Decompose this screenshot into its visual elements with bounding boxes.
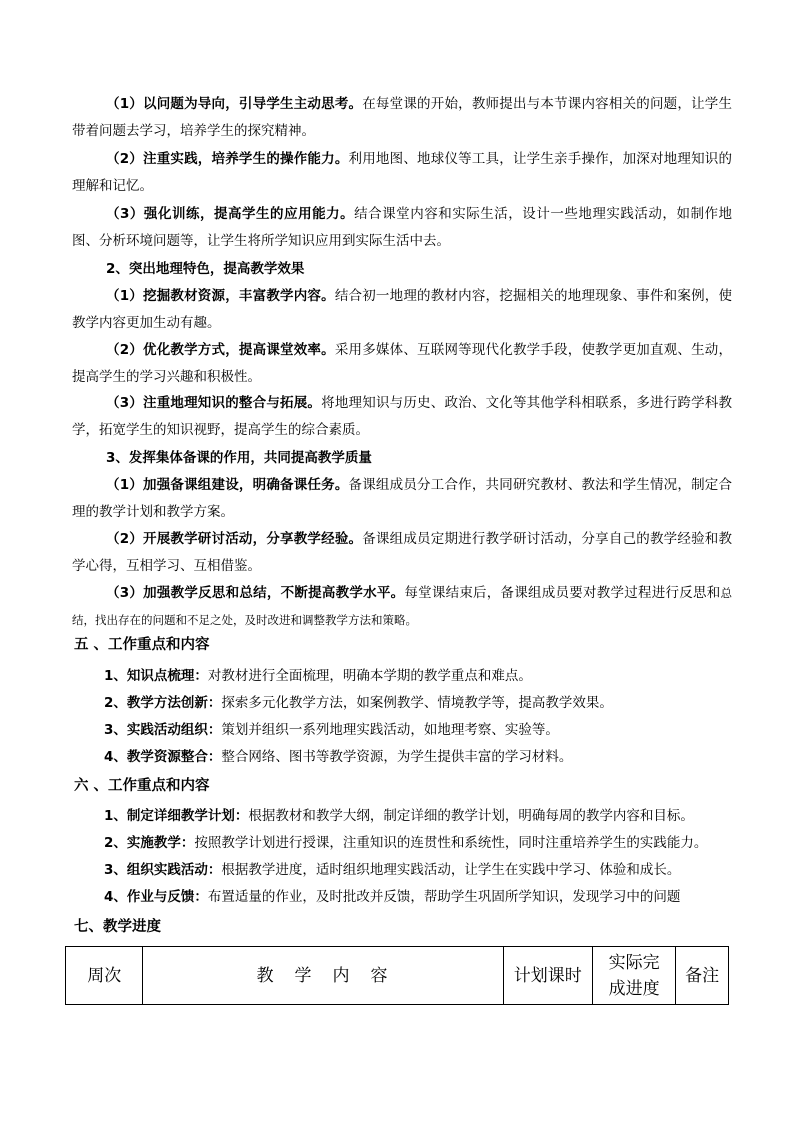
paragraph-text: 采用多媒体、互联网等现代化教学手段，使教学更加直观、生动，提高学生的学习兴趣和积极性。 [72,342,732,385]
section-5-title: 五 、工作重点和内容 [74,637,210,653]
paragraph-text: 备课组成员分工合作，共同研究教材、教法和学生情况，制定合理的教学计划和教学方案。 [72,477,732,520]
section-7-title: 七、教学进度 [74,919,161,935]
header-actual-progress-line2: 成进度 [608,978,660,999]
item-text: 探索多元化教学方法，如案例教学、情境教学等，提高教学效果。 [221,695,613,711]
header-content: 教 学 内 容 [143,947,503,1005]
paragraph-text: 利用地图、地球仪等工具，让学生亲手操作，加深对地理知识的理解和记忆。 [72,151,732,194]
item-lead: 3、实践活动组织： [104,722,222,738]
subheading-2: 2、突出地理特色，提高教学效果 [106,261,305,277]
teaching-progress-table [65,946,729,1005]
item-text: 整合网络、图书等教学资源，为学生提供丰富的学习材料。 [221,749,573,765]
paragraph-3 [72,201,732,255]
header-week: 周次 [66,947,143,1005]
paragraph-4 [72,283,732,337]
item-text: 布置适量的作业，及时批改并反馈，帮助学生巩固所学知识，发现学习中的问题 [207,889,681,905]
item-text: 根据教材和教学大纲，制定详细的教学计划，明确每周的教学内容和目标。 [248,808,694,824]
item-lead: 1、知识点梳理： [104,668,208,684]
paragraph-lead: （2）开展教学研讨活动，分享教学经验。 [106,531,363,547]
paragraph-text: 将地理知识与历史、政治、文化等其他学科相联系，多进行跨学科教学，拓宽学生的知识视野，提高学生的综合素质。 [72,395,733,438]
section-5-item-3 [104,720,744,740]
item-lead: 3、组织实践活动： [104,862,222,878]
paragraph-lead: （3）强化训练，提高学生的应用能力。 [106,206,355,222]
subheading-3: 3、发挥集体备课的作用，共同提高教学质量 [106,450,372,466]
paragraph-6 [72,390,732,444]
paragraph-text: 备课组成员定期进行教学研讨活动，分享自己的教学经验和教学心得，互相学习、互相借鉴。 [72,531,732,574]
header-planned-hours: 计划课时 [503,947,592,1005]
paragraph-lead: （1）以问题为导向，引导学生主动思考。 [106,96,363,112]
paragraph-lead: （1）加强备课组建设，明确备课任务。 [106,477,349,493]
section-6-item-1 [104,806,744,826]
paragraph-tail: 总结，找出存在的问题和不足之处，及时改进和调整教学方法和策略。 [72,586,732,627]
item-text: 策划并组织一系列地理实践活动，如地理考察、实验等。 [221,722,559,738]
paragraph-lead: （3）注重地理知识的整合与拓展。 [106,395,322,411]
item-lead: 1、制定详细教学计划： [104,808,249,824]
section-6-item-4 [104,887,744,907]
paragraph-text: 在每堂课的开始，教师提出与本节课内容相关的问题，让学生带着问题去学习，培养学生的探究精神。 [72,96,732,139]
header-remarks: 备注 [676,947,729,1005]
paragraph-text: 结合课堂内容和实际生活，设计一些地理实践活动，如制作地图、分析环境问题等，让学生将所学知识应用到实际生活中去。 [72,206,732,249]
header-actual-progress-line1: 实际完 [608,952,660,973]
paragraph-1 [72,91,732,145]
section-6-title: 六 、工作重点和内容 [74,778,210,794]
section-5-item-2 [104,693,744,713]
paragraph-8 [72,526,732,580]
section-6-item-3 [104,860,744,880]
paragraph-lead: （2）优化教学方式，提高课堂效率。 [106,342,335,358]
table-header-row [66,947,729,1005]
paragraph-lead: （3）加强教学反思和总结，不断提高教学水平。 [106,585,405,601]
item-lead: 4、教学资源整合： [104,749,222,765]
paragraph-lead: （2）注重实践，培养学生的操作能力。 [106,151,349,167]
item-text: 按照教学计划进行授课，注重知识的连贯性和系统性，同时注重培养学生的实践能力。 [194,835,708,851]
item-text: 根据教学进度，适时组织地理实践活动，让学生在实践中学习、体验和成长。 [221,862,681,878]
paragraph-text: 结合初一地理的教材内容，挖掘相关的地理现象、事件和案例，使教学内容更加生动有趣。 [72,288,732,331]
section-5-item-1 [104,666,744,686]
header-actual-progress [592,947,675,1005]
section-6-item-2 [104,833,744,853]
section-5-item-4 [104,747,744,767]
item-lead: 4、作业与反馈： [104,889,208,905]
paragraph-text: 每堂课结束后，备课组成员要对教学过程进行反思和 [404,585,721,601]
paragraph-lead: （1）挖掘教材资源，丰富教学内容。 [106,288,335,304]
item-lead: 2、教学方法创新： [104,695,222,711]
item-lead: 2、实施教学： [104,835,195,851]
paragraph-7 [72,472,732,526]
item-text: 对教材进行全面梳理，明确本学期的教学重点和难点。 [207,668,532,684]
paragraph-5 [72,337,732,391]
paragraph-9 [72,580,732,634]
paragraph-2 [72,146,732,200]
